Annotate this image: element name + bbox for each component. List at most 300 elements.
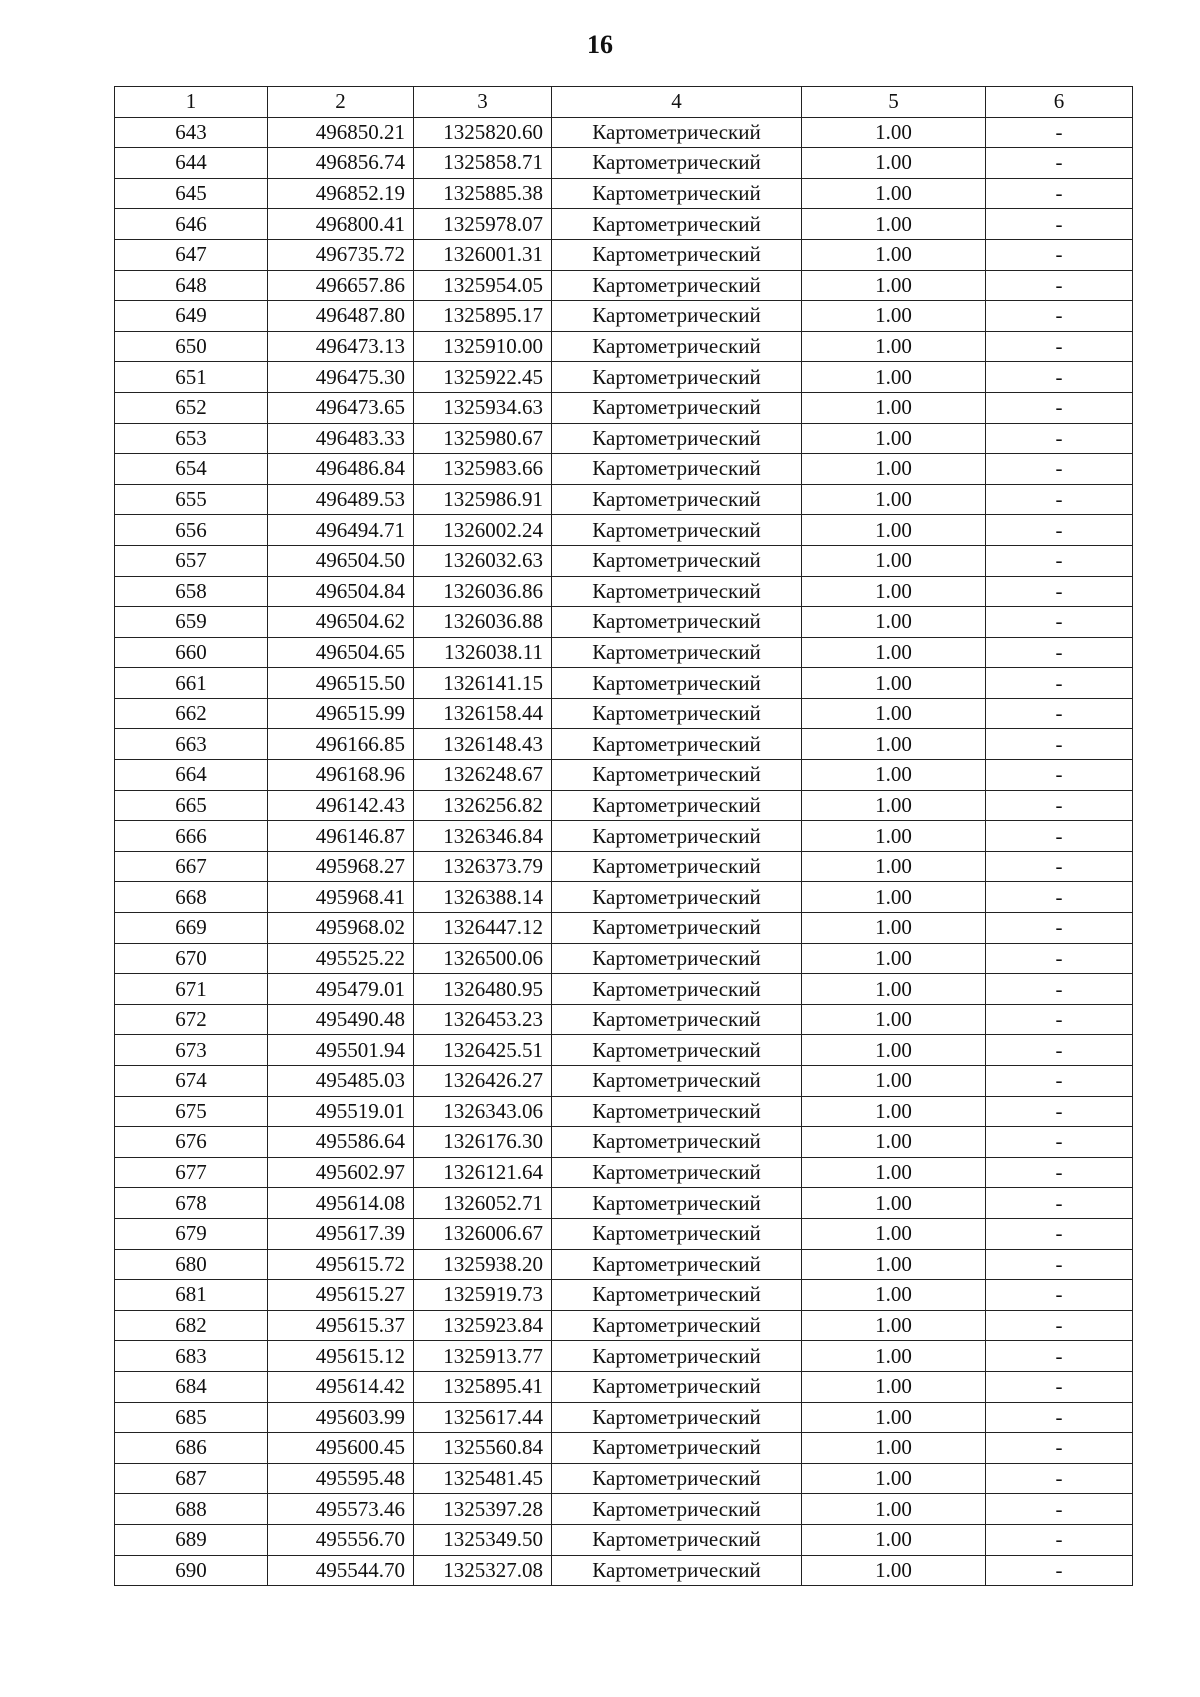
description-cell: - bbox=[986, 331, 1133, 362]
y-coordinate-cell: 1325923.84 bbox=[414, 1310, 552, 1341]
point-number-cell: 644 bbox=[115, 148, 268, 179]
x-coordinate-cell: 496168.96 bbox=[268, 760, 414, 791]
description-cell: - bbox=[986, 545, 1133, 576]
point-number-cell: 670 bbox=[115, 943, 268, 974]
method-cell: Картометрический bbox=[552, 1341, 802, 1372]
point-number-cell: 671 bbox=[115, 974, 268, 1005]
point-number-cell: 657 bbox=[115, 545, 268, 576]
method-cell: Картометрический bbox=[552, 484, 802, 515]
description-cell: - bbox=[986, 668, 1133, 699]
point-number-cell: 650 bbox=[115, 331, 268, 362]
table-row bbox=[115, 1463, 1133, 1494]
description-cell: - bbox=[986, 1402, 1133, 1433]
x-coordinate-cell: 495615.27 bbox=[268, 1280, 414, 1311]
method-cell: Картометрический bbox=[552, 1157, 802, 1188]
table-row bbox=[115, 1127, 1133, 1158]
table-row bbox=[115, 1402, 1133, 1433]
point-number-cell: 674 bbox=[115, 1066, 268, 1097]
accuracy-cell: 1.00 bbox=[802, 698, 986, 729]
accuracy-cell: 1.00 bbox=[802, 1310, 986, 1341]
method-cell: Картометрический bbox=[552, 239, 802, 270]
y-coordinate-cell: 1326036.88 bbox=[414, 607, 552, 638]
accuracy-cell: 1.00 bbox=[802, 1463, 986, 1494]
point-number-cell: 672 bbox=[115, 1004, 268, 1035]
point-number-cell: 682 bbox=[115, 1310, 268, 1341]
description-cell: - bbox=[986, 1494, 1133, 1525]
accuracy-cell: 1.00 bbox=[802, 239, 986, 270]
accuracy-cell: 1.00 bbox=[802, 423, 986, 454]
x-coordinate-cell: 495600.45 bbox=[268, 1433, 414, 1464]
y-coordinate-cell: 1326256.82 bbox=[414, 790, 552, 821]
point-number-cell: 655 bbox=[115, 484, 268, 515]
description-cell: - bbox=[986, 239, 1133, 270]
table-row bbox=[115, 821, 1133, 852]
description-cell: - bbox=[986, 270, 1133, 301]
y-coordinate-cell: 1325983.66 bbox=[414, 454, 552, 485]
coordinates-table bbox=[114, 86, 1133, 1586]
x-coordinate-cell: 495614.42 bbox=[268, 1371, 414, 1402]
table-row bbox=[115, 1249, 1133, 1280]
method-cell: Картометрический bbox=[552, 1035, 802, 1066]
description-cell: - bbox=[986, 148, 1133, 179]
method-cell: Картометрический bbox=[552, 178, 802, 209]
point-number-cell: 680 bbox=[115, 1249, 268, 1280]
y-coordinate-cell: 1325858.71 bbox=[414, 148, 552, 179]
table-row bbox=[115, 148, 1133, 179]
y-coordinate-cell: 1326453.23 bbox=[414, 1004, 552, 1035]
table-row bbox=[115, 1096, 1133, 1127]
point-number-cell: 685 bbox=[115, 1402, 268, 1433]
x-coordinate-cell: 495573.46 bbox=[268, 1494, 414, 1525]
accuracy-cell: 1.00 bbox=[802, 1157, 986, 1188]
point-number-cell: 646 bbox=[115, 209, 268, 240]
accuracy-cell: 1.00 bbox=[802, 545, 986, 576]
point-number-cell: 689 bbox=[115, 1524, 268, 1555]
accuracy-cell: 1.00 bbox=[802, 1066, 986, 1097]
point-number-cell: 681 bbox=[115, 1280, 268, 1311]
y-coordinate-cell: 1325934.63 bbox=[414, 392, 552, 423]
description-cell: - bbox=[986, 392, 1133, 423]
y-coordinate-cell: 1325895.41 bbox=[414, 1371, 552, 1402]
accuracy-cell: 1.00 bbox=[802, 668, 986, 699]
accuracy-cell: 1.00 bbox=[802, 1096, 986, 1127]
accuracy-cell: 1.00 bbox=[802, 209, 986, 240]
accuracy-cell: 1.00 bbox=[802, 913, 986, 944]
y-coordinate-cell: 1326036.86 bbox=[414, 576, 552, 607]
point-number-cell: 679 bbox=[115, 1218, 268, 1249]
accuracy-cell: 1.00 bbox=[802, 1188, 986, 1219]
table-row bbox=[115, 1035, 1133, 1066]
x-coordinate-cell: 496146.87 bbox=[268, 821, 414, 852]
point-number-cell: 649 bbox=[115, 301, 268, 332]
method-cell: Картометрический bbox=[552, 913, 802, 944]
description-cell: - bbox=[986, 1066, 1133, 1097]
y-coordinate-cell: 1326343.06 bbox=[414, 1096, 552, 1127]
accuracy-cell: 1.00 bbox=[802, 148, 986, 179]
method-cell: Картометрический bbox=[552, 362, 802, 393]
method-cell: Картометрический bbox=[552, 423, 802, 454]
x-coordinate-cell: 495525.22 bbox=[268, 943, 414, 974]
point-number-cell: 688 bbox=[115, 1494, 268, 1525]
table-row bbox=[115, 1188, 1133, 1219]
description-cell: - bbox=[986, 1433, 1133, 1464]
description-cell: - bbox=[986, 1188, 1133, 1219]
table-row bbox=[115, 1341, 1133, 1372]
table-row bbox=[115, 882, 1133, 913]
method-cell: Картометрический bbox=[552, 882, 802, 913]
y-coordinate-cell: 1326001.31 bbox=[414, 239, 552, 270]
y-coordinate-cell: 1326032.63 bbox=[414, 545, 552, 576]
method-cell: Картометрический bbox=[552, 209, 802, 240]
method-cell: Картометрический bbox=[552, 1371, 802, 1402]
y-coordinate-cell: 1326447.12 bbox=[414, 913, 552, 944]
x-coordinate-cell: 495519.01 bbox=[268, 1096, 414, 1127]
x-coordinate-cell: 495617.39 bbox=[268, 1218, 414, 1249]
x-coordinate-cell: 495544.70 bbox=[268, 1555, 414, 1586]
table-row bbox=[115, 270, 1133, 301]
table-row bbox=[115, 178, 1133, 209]
point-number-cell: 683 bbox=[115, 1341, 268, 1372]
method-cell: Картометрический bbox=[552, 270, 802, 301]
x-coordinate-cell: 495968.02 bbox=[268, 913, 414, 944]
method-cell: Картометрический bbox=[552, 974, 802, 1005]
table-row bbox=[115, 454, 1133, 485]
method-cell: Картометрический bbox=[552, 637, 802, 668]
x-coordinate-cell: 496856.74 bbox=[268, 148, 414, 179]
x-coordinate-cell: 495968.27 bbox=[268, 851, 414, 882]
method-cell: Картометрический bbox=[552, 821, 802, 852]
method-cell: Картометрический bbox=[552, 851, 802, 882]
method-cell: Картометрический bbox=[552, 1402, 802, 1433]
method-cell: Картометрический bbox=[552, 760, 802, 791]
y-coordinate-cell: 1325922.45 bbox=[414, 362, 552, 393]
accuracy-cell: 1.00 bbox=[802, 821, 986, 852]
point-number-cell: 676 bbox=[115, 1127, 268, 1158]
accuracy-cell: 1.00 bbox=[802, 1433, 986, 1464]
description-cell: - bbox=[986, 637, 1133, 668]
y-coordinate-cell: 1325617.44 bbox=[414, 1402, 552, 1433]
point-number-cell: 645 bbox=[115, 178, 268, 209]
accuracy-cell: 1.00 bbox=[802, 1280, 986, 1311]
table-row bbox=[115, 1524, 1133, 1555]
description-cell: - bbox=[986, 1004, 1133, 1035]
x-coordinate-cell: 496142.43 bbox=[268, 790, 414, 821]
point-number-cell: 652 bbox=[115, 392, 268, 423]
table-row bbox=[115, 484, 1133, 515]
method-cell: Картометрический bbox=[552, 454, 802, 485]
header-col-6: 6 bbox=[986, 87, 1133, 118]
y-coordinate-cell: 1326176.30 bbox=[414, 1127, 552, 1158]
table-body bbox=[115, 117, 1133, 1586]
accuracy-cell: 1.00 bbox=[802, 1494, 986, 1525]
point-number-cell: 662 bbox=[115, 698, 268, 729]
x-coordinate-cell: 495479.01 bbox=[268, 974, 414, 1005]
method-cell: Картометрический bbox=[552, 301, 802, 332]
point-number-cell: 666 bbox=[115, 821, 268, 852]
description-cell: - bbox=[986, 1035, 1133, 1066]
method-cell: Картометрический bbox=[552, 1096, 802, 1127]
accuracy-cell: 1.00 bbox=[802, 729, 986, 760]
x-coordinate-cell: 495968.41 bbox=[268, 882, 414, 913]
x-coordinate-cell: 495595.48 bbox=[268, 1463, 414, 1494]
accuracy-cell: 1.00 bbox=[802, 1218, 986, 1249]
accuracy-cell: 1.00 bbox=[802, 1127, 986, 1158]
description-cell: - bbox=[986, 974, 1133, 1005]
description-cell: - bbox=[986, 913, 1133, 944]
x-coordinate-cell: 496504.65 bbox=[268, 637, 414, 668]
description-cell: - bbox=[986, 882, 1133, 913]
point-number-cell: 663 bbox=[115, 729, 268, 760]
description-cell: - bbox=[986, 698, 1133, 729]
header-col-2: 2 bbox=[268, 87, 414, 118]
description-cell: - bbox=[986, 362, 1133, 393]
y-coordinate-cell: 1325895.17 bbox=[414, 301, 552, 332]
method-cell: Картометрический bbox=[552, 576, 802, 607]
point-number-cell: 677 bbox=[115, 1157, 268, 1188]
accuracy-cell: 1.00 bbox=[802, 1371, 986, 1402]
y-coordinate-cell: 1326038.11 bbox=[414, 637, 552, 668]
y-coordinate-cell: 1326426.27 bbox=[414, 1066, 552, 1097]
x-coordinate-cell: 496475.30 bbox=[268, 362, 414, 393]
table-row bbox=[115, 1494, 1133, 1525]
description-cell: - bbox=[986, 178, 1133, 209]
accuracy-cell: 1.00 bbox=[802, 943, 986, 974]
table-row bbox=[115, 423, 1133, 454]
table-row bbox=[115, 790, 1133, 821]
method-cell: Картометрический bbox=[552, 1127, 802, 1158]
table-header bbox=[115, 87, 1133, 118]
y-coordinate-cell: 1326480.95 bbox=[414, 974, 552, 1005]
table-row bbox=[115, 913, 1133, 944]
method-cell: Картометрический bbox=[552, 790, 802, 821]
y-coordinate-cell: 1325560.84 bbox=[414, 1433, 552, 1464]
accuracy-cell: 1.00 bbox=[802, 1035, 986, 1066]
description-cell: - bbox=[986, 1249, 1133, 1280]
method-cell: Картометрический bbox=[552, 117, 802, 148]
point-number-cell: 667 bbox=[115, 851, 268, 882]
y-coordinate-cell: 1326425.51 bbox=[414, 1035, 552, 1066]
table-row bbox=[115, 637, 1133, 668]
x-coordinate-cell: 496486.84 bbox=[268, 454, 414, 485]
table-row bbox=[115, 301, 1133, 332]
description-cell: - bbox=[986, 1127, 1133, 1158]
method-cell: Картометрический bbox=[552, 698, 802, 729]
table-row bbox=[115, 1066, 1133, 1097]
point-number-cell: 664 bbox=[115, 760, 268, 791]
point-number-cell: 659 bbox=[115, 607, 268, 638]
x-coordinate-cell: 496473.13 bbox=[268, 331, 414, 362]
accuracy-cell: 1.00 bbox=[802, 270, 986, 301]
table-row bbox=[115, 1555, 1133, 1586]
table-row bbox=[115, 362, 1133, 393]
table-row bbox=[115, 1310, 1133, 1341]
method-cell: Картометрический bbox=[552, 1433, 802, 1464]
table-row bbox=[115, 851, 1133, 882]
table-row bbox=[115, 607, 1133, 638]
accuracy-cell: 1.00 bbox=[802, 178, 986, 209]
y-coordinate-cell: 1325885.38 bbox=[414, 178, 552, 209]
table-row bbox=[115, 698, 1133, 729]
point-number-cell: 675 bbox=[115, 1096, 268, 1127]
method-cell: Картометрический bbox=[552, 515, 802, 546]
header-row bbox=[115, 87, 1133, 118]
method-cell: Картометрический bbox=[552, 1555, 802, 1586]
accuracy-cell: 1.00 bbox=[802, 331, 986, 362]
accuracy-cell: 1.00 bbox=[802, 301, 986, 332]
table-row bbox=[115, 1433, 1133, 1464]
header-col-1: 1 bbox=[115, 87, 268, 118]
accuracy-cell: 1.00 bbox=[802, 576, 986, 607]
point-number-cell: 669 bbox=[115, 913, 268, 944]
accuracy-cell: 1.00 bbox=[802, 392, 986, 423]
description-cell: - bbox=[986, 576, 1133, 607]
y-coordinate-cell: 1326141.15 bbox=[414, 668, 552, 699]
description-cell: - bbox=[986, 1463, 1133, 1494]
x-coordinate-cell: 496735.72 bbox=[268, 239, 414, 270]
accuracy-cell: 1.00 bbox=[802, 454, 986, 485]
table-row bbox=[115, 392, 1133, 423]
method-cell: Картометрический bbox=[552, 943, 802, 974]
y-coordinate-cell: 1325913.77 bbox=[414, 1341, 552, 1372]
y-coordinate-cell: 1325481.45 bbox=[414, 1463, 552, 1494]
table-row bbox=[115, 1280, 1133, 1311]
x-coordinate-cell: 496504.50 bbox=[268, 545, 414, 576]
description-cell: - bbox=[986, 423, 1133, 454]
table-row bbox=[115, 974, 1133, 1005]
y-coordinate-cell: 1326006.67 bbox=[414, 1218, 552, 1249]
table-row bbox=[115, 729, 1133, 760]
x-coordinate-cell: 495603.99 bbox=[268, 1402, 414, 1433]
accuracy-cell: 1.00 bbox=[802, 1524, 986, 1555]
point-number-cell: 648 bbox=[115, 270, 268, 301]
accuracy-cell: 1.00 bbox=[802, 1402, 986, 1433]
point-number-cell: 643 bbox=[115, 117, 268, 148]
description-cell: - bbox=[986, 1218, 1133, 1249]
point-number-cell: 656 bbox=[115, 515, 268, 546]
point-number-cell: 653 bbox=[115, 423, 268, 454]
method-cell: Картометрический bbox=[552, 1494, 802, 1525]
x-coordinate-cell: 496473.65 bbox=[268, 392, 414, 423]
description-cell: - bbox=[986, 209, 1133, 240]
table-row bbox=[115, 1371, 1133, 1402]
y-coordinate-cell: 1325954.05 bbox=[414, 270, 552, 301]
table-row bbox=[115, 1157, 1133, 1188]
x-coordinate-cell: 496657.86 bbox=[268, 270, 414, 301]
description-cell: - bbox=[986, 454, 1133, 485]
point-number-cell: 660 bbox=[115, 637, 268, 668]
y-coordinate-cell: 1326248.67 bbox=[414, 760, 552, 791]
description-cell: - bbox=[986, 1310, 1133, 1341]
y-coordinate-cell: 1326158.44 bbox=[414, 698, 552, 729]
description-cell: - bbox=[986, 729, 1133, 760]
x-coordinate-cell: 496850.21 bbox=[268, 117, 414, 148]
method-cell: Картометрический bbox=[552, 729, 802, 760]
accuracy-cell: 1.00 bbox=[802, 974, 986, 1005]
description-cell: - bbox=[986, 851, 1133, 882]
y-coordinate-cell: 1326002.24 bbox=[414, 515, 552, 546]
x-coordinate-cell: 495586.64 bbox=[268, 1127, 414, 1158]
y-coordinate-cell: 1325919.73 bbox=[414, 1280, 552, 1311]
method-cell: Картометрический bbox=[552, 1280, 802, 1311]
x-coordinate-cell: 495602.97 bbox=[268, 1157, 414, 1188]
table-row bbox=[115, 117, 1133, 148]
method-cell: Картометрический bbox=[552, 1004, 802, 1035]
method-cell: Картометрический bbox=[552, 1218, 802, 1249]
point-number-cell: 654 bbox=[115, 454, 268, 485]
description-cell: - bbox=[986, 1371, 1133, 1402]
y-coordinate-cell: 1326373.79 bbox=[414, 851, 552, 882]
y-coordinate-cell: 1325327.08 bbox=[414, 1555, 552, 1586]
y-coordinate-cell: 1325910.00 bbox=[414, 331, 552, 362]
x-coordinate-cell: 496504.84 bbox=[268, 576, 414, 607]
method-cell: Картометрический bbox=[552, 148, 802, 179]
table-row bbox=[115, 545, 1133, 576]
x-coordinate-cell: 496489.53 bbox=[268, 484, 414, 515]
y-coordinate-cell: 1325820.60 bbox=[414, 117, 552, 148]
description-cell: - bbox=[986, 821, 1133, 852]
description-cell: - bbox=[986, 484, 1133, 515]
point-number-cell: 673 bbox=[115, 1035, 268, 1066]
x-coordinate-cell: 496800.41 bbox=[268, 209, 414, 240]
table-row bbox=[115, 209, 1133, 240]
accuracy-cell: 1.00 bbox=[802, 790, 986, 821]
method-cell: Картометрический bbox=[552, 1524, 802, 1555]
point-number-cell: 651 bbox=[115, 362, 268, 393]
description-cell: - bbox=[986, 117, 1133, 148]
accuracy-cell: 1.00 bbox=[802, 1249, 986, 1280]
point-number-cell: 684 bbox=[115, 1371, 268, 1402]
x-coordinate-cell: 496494.71 bbox=[268, 515, 414, 546]
y-coordinate-cell: 1325986.91 bbox=[414, 484, 552, 515]
description-cell: - bbox=[986, 515, 1133, 546]
point-number-cell: 686 bbox=[115, 1433, 268, 1464]
x-coordinate-cell: 495615.72 bbox=[268, 1249, 414, 1280]
accuracy-cell: 1.00 bbox=[802, 484, 986, 515]
accuracy-cell: 1.00 bbox=[802, 851, 986, 882]
point-number-cell: 661 bbox=[115, 668, 268, 699]
method-cell: Картометрический bbox=[552, 1463, 802, 1494]
accuracy-cell: 1.00 bbox=[802, 1341, 986, 1372]
x-coordinate-cell: 495615.37 bbox=[268, 1310, 414, 1341]
point-number-cell: 658 bbox=[115, 576, 268, 607]
description-cell: - bbox=[986, 1555, 1133, 1586]
accuracy-cell: 1.00 bbox=[802, 882, 986, 913]
y-coordinate-cell: 1325978.07 bbox=[414, 209, 552, 240]
method-cell: Картометрический bbox=[552, 1066, 802, 1097]
point-number-cell: 647 bbox=[115, 239, 268, 270]
y-coordinate-cell: 1325938.20 bbox=[414, 1249, 552, 1280]
x-coordinate-cell: 496166.85 bbox=[268, 729, 414, 760]
table-row bbox=[115, 239, 1133, 270]
description-cell: - bbox=[986, 760, 1133, 791]
x-coordinate-cell: 496515.50 bbox=[268, 668, 414, 699]
description-cell: - bbox=[986, 301, 1133, 332]
method-cell: Картометрический bbox=[552, 331, 802, 362]
header-col-3: 3 bbox=[414, 87, 552, 118]
description-cell: - bbox=[986, 1157, 1133, 1188]
y-coordinate-cell: 1326148.43 bbox=[414, 729, 552, 760]
method-cell: Картометрический bbox=[552, 1310, 802, 1341]
description-cell: - bbox=[986, 1524, 1133, 1555]
table-row bbox=[115, 943, 1133, 974]
table-row bbox=[115, 331, 1133, 362]
description-cell: - bbox=[986, 1096, 1133, 1127]
description-cell: - bbox=[986, 790, 1133, 821]
y-coordinate-cell: 1326500.06 bbox=[414, 943, 552, 974]
description-cell: - bbox=[986, 1280, 1133, 1311]
table-row bbox=[115, 760, 1133, 791]
method-cell: Картометрический bbox=[552, 607, 802, 638]
